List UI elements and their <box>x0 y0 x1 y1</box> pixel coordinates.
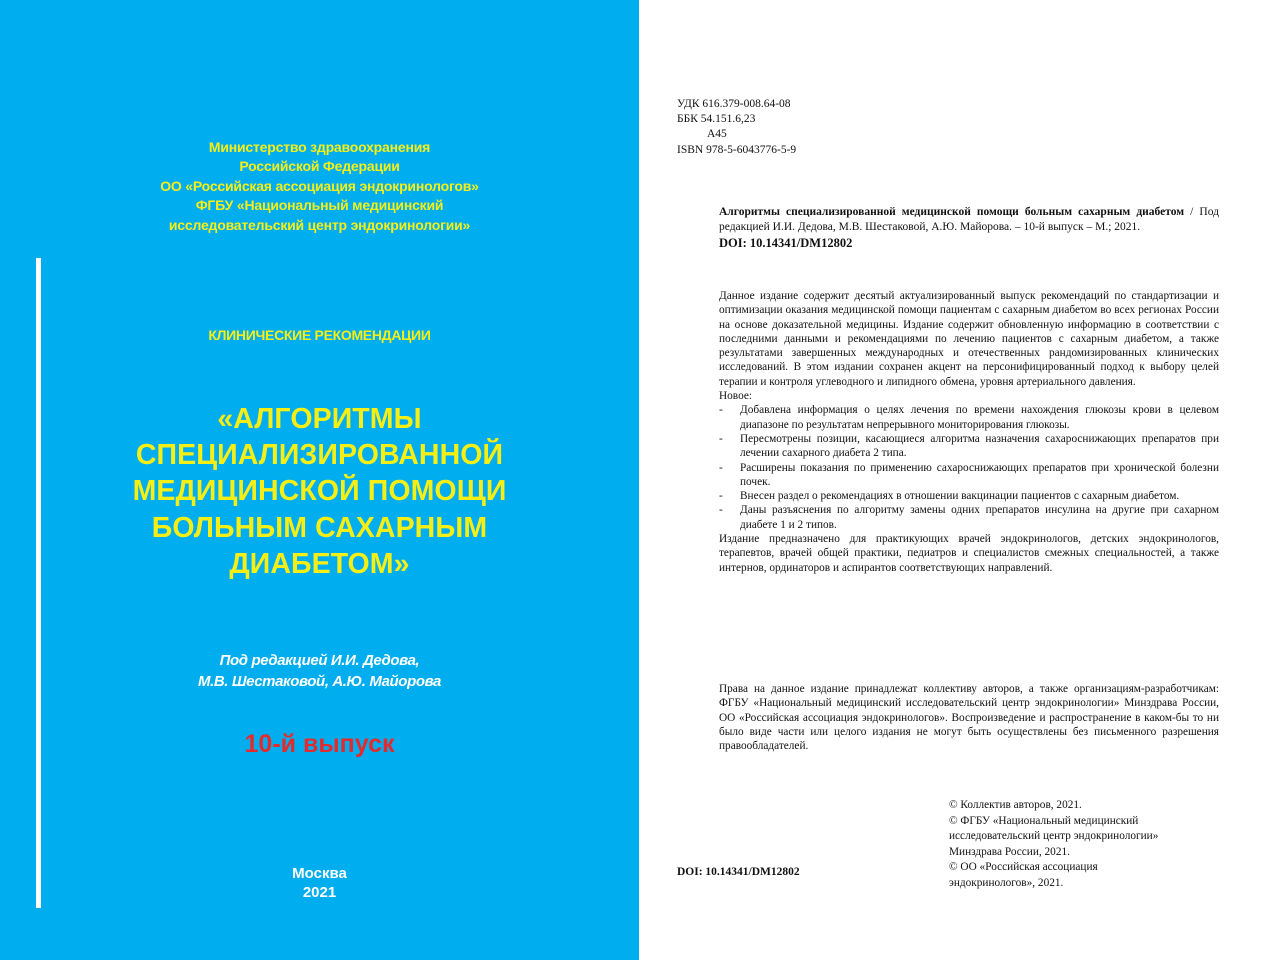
copyright-block <box>949 798 1229 892</box>
editors-line: М.В. Шестаковой, А.Ю. Майорова <box>197 673 441 690</box>
cover-title-line: ДИАБЕТОМ» <box>229 547 410 580</box>
cover-title-line: МЕДИЦИНСКОЙ ПОМОЩИ <box>132 475 507 508</box>
publisher-line: Российской Федерации <box>239 158 400 175</box>
biblio-details: / Под редакцией И.И. Дедова, М.В. Шестаковой, А.Ю. Майорова. – 10-й выпуск – М.; 2021. <box>719 206 1219 233</box>
copyright-line: Минздрава России, 2021. <box>949 845 1070 858</box>
copyright-line: эндокринологов», 2021. <box>949 876 1064 889</box>
cover-title <box>0 401 639 582</box>
annotation-intro: Данное издание содержит десятый актуализированный выпуск рекомендаций по стандартизации и оптимизации оказания медицинской помощи пациентам с сахарным диабетом во всех регионах России на основе доказательной медицины. Издание содержит обновленную информацию в соответствии с последними данными и рекомендациями по лечению пациентов с сахарным диабетом, а также результатами завершенных международных и отечественных рандомизированных клинических исследований. В этом издании сохранен акцент на персонифицированный подход к выбору целей терапии и контроля углеводного и липидного обмена, уровня артериального давления. <box>719 290 1219 388</box>
publisher-line: ОО «Российская ассоциация эндокринологов» <box>160 177 479 194</box>
bibliographic-record <box>719 205 1219 251</box>
book-cover <box>0 0 639 960</box>
bbk-code: ББК 54.151.6,23 <box>677 113 756 126</box>
copyright-line: © Коллектив авторов, 2021. <box>949 799 1082 811</box>
publisher-line: ФГБУ «Национальный медицинский <box>195 197 444 214</box>
isbn: ISBN 978-5-6043776-5-9 <box>677 143 797 156</box>
list-item: - Внесен раздел о рекомендациях в отношении вакцинации пациентов с сахарным диабетом. <box>719 489 1219 503</box>
imprint-page <box>639 0 1280 960</box>
publisher-line: Министерство здравоохранения <box>208 139 431 155</box>
cover-imprint <box>0 864 639 902</box>
new-items-list <box>719 403 1219 532</box>
list-item: - Пересмотрены позиции, касающиеся алгоритма назначения сахароснижающих препаратов при лечении сахарного диабета 2 типа. <box>719 432 1219 461</box>
publisher-line: исследовательский центр эндокринологии» <box>168 216 471 233</box>
editors-line: Под редакцией И.И. Дедова, <box>219 652 420 669</box>
list-item: - Даны разъяснения по алгоритму замены одних препаратов инсулина на другие при сахарном диабете 1 и 2 типов. <box>719 503 1219 532</box>
doi-bottom: DOI: 10.14341/DM12802 <box>677 866 800 878</box>
list-item: - Добавлена информация о целях лечения по времени нахождения глюкозы крови в целевом диапазоне по результатам непрерывного мониторирования глюкозы. <box>719 403 1219 432</box>
author-sign: А45 <box>707 128 727 141</box>
cover-title-line: СПЕЦИАЛИЗИРОВАННОЙ <box>135 439 504 472</box>
annotation <box>719 289 1219 575</box>
udk-code: УДК 616.379-008.64-08 <box>677 98 791 110</box>
new-label: Новое: <box>719 390 753 403</box>
classification-codes <box>677 97 796 158</box>
cover-title-line: БОЛЬНЫМ САХАРНЫМ <box>151 511 488 544</box>
edition-number: 10-й выпуск <box>244 730 395 758</box>
copyright-line: © ФГБУ «Национальный медицинский <box>949 814 1139 827</box>
cover-year: 2021 <box>302 884 337 901</box>
copyright-line: © ОО «Российская ассоциация <box>949 861 1098 874</box>
copyright-line: исследовательский центр эндокринологии» <box>949 830 1159 843</box>
rights-notice: Права на данное издание принадлежат коллективу авторов, а также организациям-разработчикам: ФГБУ «Национальный медицинский исследовательский центр эндокринологии» Минздрава России, ОО «Российская ассоциация эндокринологов». Воспроизведение и распространение в каком-бы то ни было виде части или целого издания не могут быть осуществлены без письменного разрешения правообладателей. <box>719 683 1219 753</box>
recommendation-type: КЛИНИЧЕСКИЕ РЕКОМЕНДАЦИИ <box>208 327 431 343</box>
cover-publisher <box>0 138 639 235</box>
cover-editors <box>0 650 639 692</box>
cover-city: Москва <box>292 865 347 882</box>
cover-vertical-rule <box>36 258 41 908</box>
audience-note: Издание предназначено для практикующих врачей эндокринологов, детских эндокринологов, терапевтов, врачей общей практики, педиатров и специалистов смежных специальностей, а также интернов, ординаторов и аспирантов соответствующих направлений. <box>719 533 1219 574</box>
biblio-title: Алгоритмы специализированной медицинской помощи больным сахарным диабетом <box>719 206 1185 218</box>
doi-top: DOI: 10.14341/DM12802 <box>719 236 853 250</box>
cover-title-line: «АЛГОРИТМЫ <box>217 403 422 435</box>
list-item: - Расширены показания по применению сахароснижающих препаратов при хронической болезни почек. <box>719 461 1219 490</box>
